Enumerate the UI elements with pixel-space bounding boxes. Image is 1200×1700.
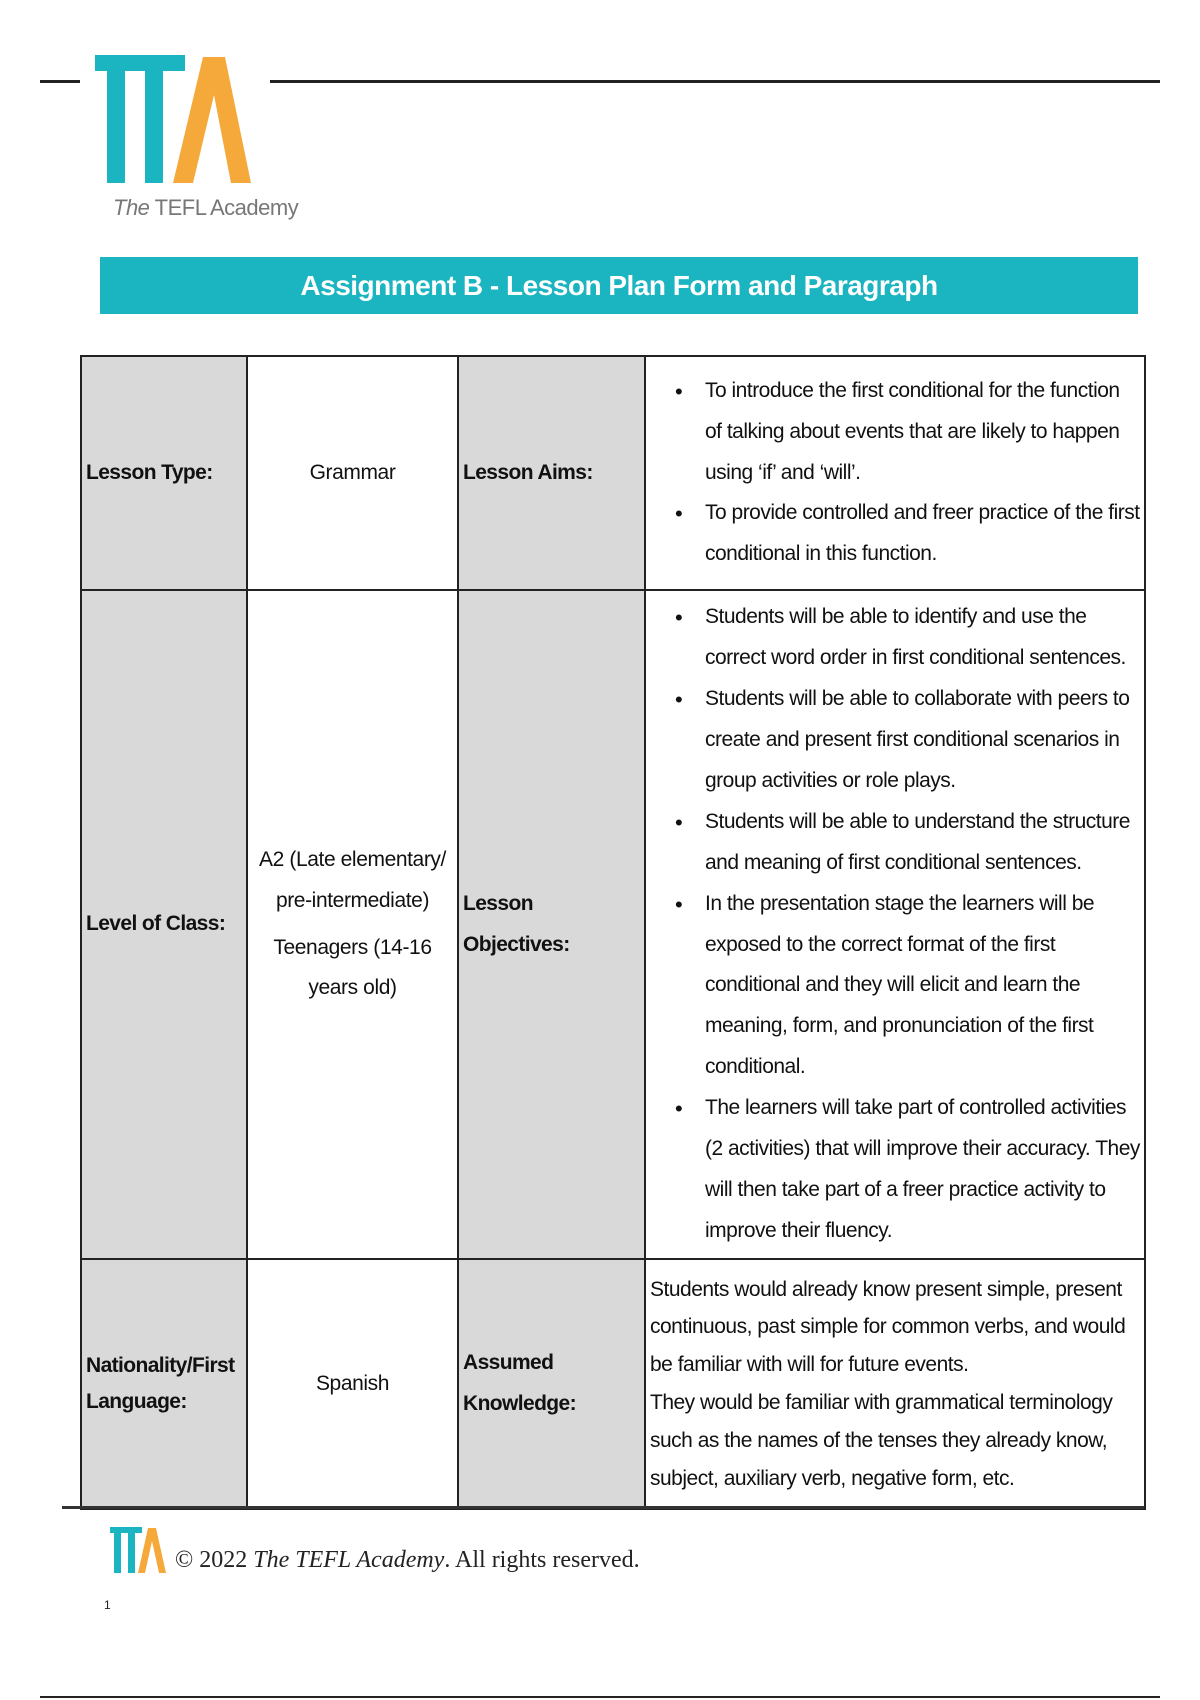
lesson-type-value: Grammar <box>247 356 458 590</box>
age-value-line: Teenagers (14-16 years old) <box>273 935 432 1000</box>
list-item: • To introduce the first conditional for the function of talking about events that are likely to happen using ‘if’ and ‘will’. <box>705 371 1140 494</box>
header-rule-right <box>270 80 1160 83</box>
table-row <box>81 356 1145 590</box>
list-item: • In the presentation stage the learners will be exposed to the correct format of the first conditional and they will elicit and learn the meaning, form, and pronunciation of the first conditional. <box>705 884 1140 1089</box>
level-of-class-label: Level of Class: <box>81 590 247 1259</box>
table-row <box>81 1259 1145 1509</box>
assumed-knowledge-paragraph: Students would already know present simple, present continuous, past simple for common verbs, and would be familiar with will for future events. <box>650 1277 1126 1377</box>
level-of-class-value <box>247 590 458 1259</box>
level-value-line: A2 (Late elementary/ pre-intermediate) <box>259 847 446 912</box>
assumed-knowledge-paragraph: They would be familiar with grammatical terminology such as the names of the tenses they already know, subject, auxiliary verb, negative form, etc. <box>650 1391 1113 1490</box>
assumed-knowledge-content <box>645 1259 1145 1509</box>
header-rule-left <box>40 80 80 83</box>
lesson-plan-table <box>80 355 1146 1510</box>
lesson-type-label: Lesson Type: <box>81 356 247 590</box>
list-item: • Students will be able to identify and use the correct word order in first conditional sentences. <box>705 597 1140 679</box>
assignment-title-banner: Assignment B - Lesson Plan Form and Paragraph <box>100 257 1138 314</box>
bottom-rule <box>40 1696 1160 1698</box>
logo-wordmark: The TEFL Academy <box>113 195 299 220</box>
page-number: 1 <box>104 1598 111 1612</box>
nationality-label: Nationality/First Language: <box>81 1259 247 1509</box>
footer-rule <box>62 1506 1144 1509</box>
nationality-value: Spanish <box>247 1259 458 1509</box>
table-row <box>81 590 1145 1259</box>
assumed-knowledge-label: Assumed Knowledge: <box>458 1259 645 1509</box>
list-item: • Students will be able to collaborate with peers to create and present first conditional scenarios in group activities or role plays. <box>705 679 1140 802</box>
lesson-aims-label: Lesson Aims: <box>458 356 645 590</box>
list-item: • Students will be able to understand the structure and meaning of first conditional sentences. <box>705 802 1140 884</box>
lesson-aims-content <box>645 356 1145 590</box>
lesson-objectives-content <box>645 590 1145 1259</box>
tta-logo-mark-icon <box>95 55 265 195</box>
list-item: • To provide controlled and freer practice of the first conditional in this function. <box>705 493 1140 575</box>
lesson-objectives-label: Lesson Objectives: <box>458 590 645 1259</box>
copyright-notice: © 2022 The TEFL Academy. All rights reserved. <box>175 1547 640 1573</box>
tta-logo <box>95 55 299 235</box>
footer-logo-icon <box>110 1527 170 1589</box>
list-item: • The learners will take part of controlled activities (2 activities) that will improve their accuracy. They will then take part of a freer practice activity to improve their fluency. <box>705 1088 1140 1252</box>
